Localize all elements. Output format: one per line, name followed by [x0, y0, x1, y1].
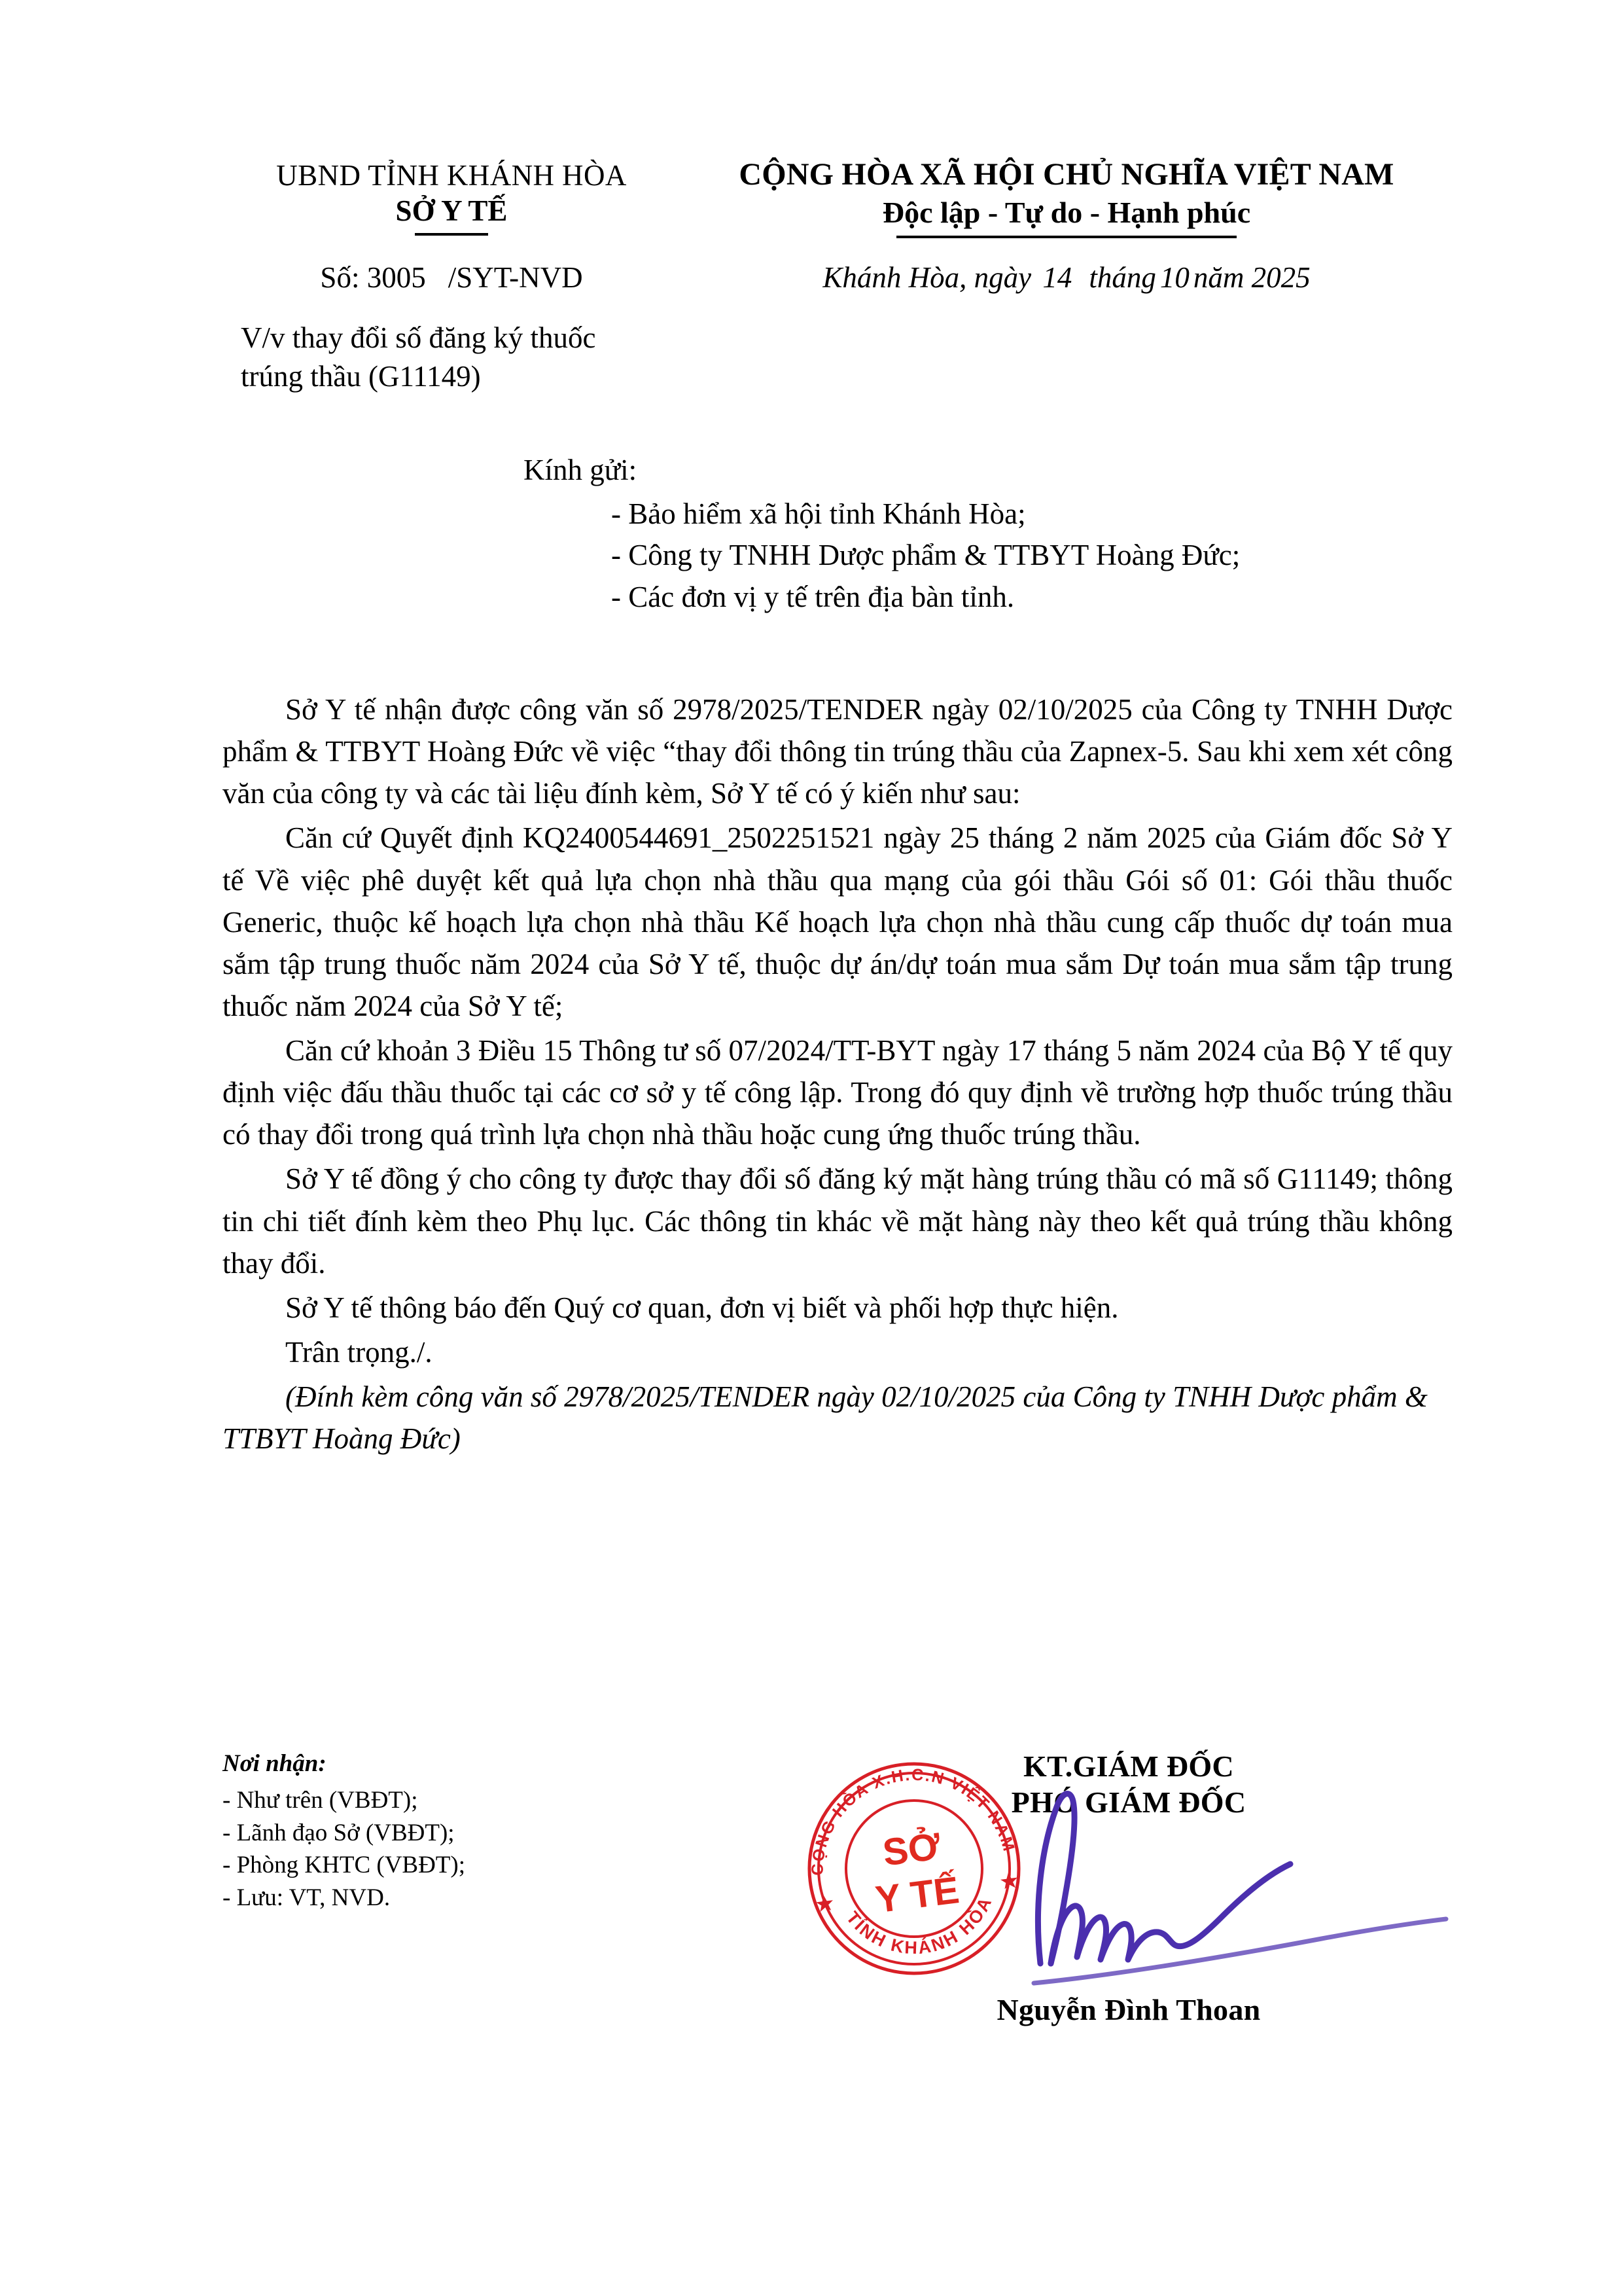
seal-bottom-arc-text: TỈNH KHÁNH HÒA	[842, 1893, 997, 1958]
signer-title-secondary: PHÓ GIÁM ĐỐC	[1011, 1785, 1246, 1820]
date-month-label: tháng	[1089, 261, 1156, 294]
country-name-label: CỘNG HÒA XÃ HỘI CHỦ NGHĨA VIỆT NAM	[739, 157, 1394, 192]
date-place-label: Khánh Hòa, ngày	[822, 261, 1032, 294]
body-paragraph: Căn cứ Quyết định KQ2400544691_2502251521 ngày 25 tháng 2 năm 2025 của Giám đốc Sở Y tế Về việc phê duyệt kết quả lựa chọn nhà thầu qua mạng của gói thầu Gói số 01: Gói thầu thuốc Generic, thuộc kế hoạch lựa chọn nhà thầu Kế hoạch lựa chọn nhà thầu cung cấp thuốc dự toán mua sắm tập trung thuốc năm 2024 của Sở Y tế, thuộc dự án/dự toán mua sắm Dự toán mua sắm tập trung thuốc năm 2024 của Sở Y tế;	[222, 821, 1453, 1022]
signature-block	[707, 1749, 1453, 2027]
date-month-value: 10	[1159, 261, 1190, 294]
body-notice: Sở Y tế thông báo đến Quý cơ quan, đơn vị biết và phối hợp thực hiện.	[285, 1291, 1119, 1324]
document-number-suffix: /SYT-NVD	[448, 261, 583, 294]
national-motto-underline	[896, 236, 1237, 238]
recipients-block	[222, 1749, 707, 1914]
list-item: - Phòng KHTC (VBĐT);	[222, 1852, 466, 1879]
issuing-organization	[222, 156, 680, 236]
list-item: - Lãnh đạo Sở (VBĐT);	[222, 1819, 455, 1846]
seal-center-line-2: Y TẾ	[873, 1869, 962, 1922]
list-item: - Như trên (VBĐT);	[222, 1787, 418, 1814]
department-label-text: SỞ Y TẾ	[395, 194, 508, 228]
document-number-date-row	[222, 260, 1453, 295]
document-header	[222, 156, 1453, 238]
document-number-prefix: Số: 3005	[320, 261, 426, 294]
list-item: - Lưu: VT, NVD.	[222, 1884, 391, 1911]
addressing-block	[523, 452, 1453, 619]
body-closing: Trân trọng./.	[285, 1335, 432, 1369]
body-paragraph: Căn cứ khoản 3 Điều 15 Thông tư số 07/2024/TT-BYT ngày 17 tháng 5 năm 2024 của Bộ Y tế quy định việc đấu thầu thuốc tại các cơ sở y tế công lập. Trong đó quy định về trường hợp thuốc trúng thầu có thay đổi trong quá trình lựa chọn nhà thầu hoặc cung ứng thuốc trúng thầu.	[222, 1034, 1453, 1151]
seal-top-arc-text: CỘNG HÒA X.H.C.N VIỆT NAM	[808, 1765, 1019, 1876]
body-attachment-note: (Đính kèm công văn số 2978/2025/TENDER ngày 02/10/2025 của Công ty TNHH Dược phẩm & TTBYT Hoàng Đức)	[222, 1380, 1428, 1456]
department-label	[396, 193, 508, 236]
list-item: - Các đơn vị y tế trên địa bàn tỉnh.	[611, 581, 1015, 614]
document-body	[222, 689, 1453, 1462]
document-subject-line-1: V/v thay đổi số đăng ký thuốc	[241, 321, 596, 354]
recipients-title: Nơi nhận:	[222, 1750, 327, 1777]
document-footer	[222, 1749, 1453, 2027]
department-underline	[415, 233, 488, 236]
list-item: - Công ty TNHH Dược phẩm & TTBYT Hoàng Đức;	[611, 539, 1241, 572]
list-item: - Bảo hiểm xã hội tỉnh Khánh Hòa;	[611, 497, 1026, 530]
body-paragraph: Sở Y tế nhận được công văn số 2978/2025/TENDER ngày 02/10/2025 của Công ty TNHH Dược phẩm & TTBYT Hoàng Đức về việc “thay đổi thông tin trúng thầu của Zapnex-5. Sau khi xem xét công văn của công ty và các tài liệu đính kèm, Sở Y tế có ý kiến như sau:	[222, 693, 1453, 810]
document-subject-line-2: trúng thầu (G11149)	[241, 359, 481, 393]
document-date	[680, 260, 1453, 295]
date-day-value: 14	[1042, 261, 1072, 294]
body-paragraph: Sở Y tế đồng ý cho công ty được thay đổi số đăng ký mặt hàng trúng thầu có mã số G11149; thông tin chi tiết đính kèm theo Phụ lục. Các thông tin khác về mặt hàng này theo kết quả trúng thầu không thay đổi.	[222, 1162, 1453, 1280]
addressing-list	[523, 493, 1453, 619]
date-year-value: 2025	[1251, 261, 1311, 294]
national-heading	[680, 156, 1453, 238]
province-authority-label: UBND TỈNH KHÁNH HÒA	[276, 159, 627, 192]
document-subject	[241, 319, 666, 395]
national-motto-text: Độc lập - Tự do - Hạnh phúc	[882, 195, 1251, 229]
national-motto	[883, 194, 1250, 239]
seal-center-line-1: SỞ	[880, 1825, 944, 1874]
addressing-label: Kính gửi:	[523, 454, 637, 486]
date-year-label: năm	[1193, 261, 1244, 294]
document-number	[222, 260, 680, 295]
signer-name: Nguyễn Đình Thoan	[997, 1993, 1261, 2027]
signer-title-primary: KT.GIÁM ĐỐC	[1023, 1749, 1234, 1783]
